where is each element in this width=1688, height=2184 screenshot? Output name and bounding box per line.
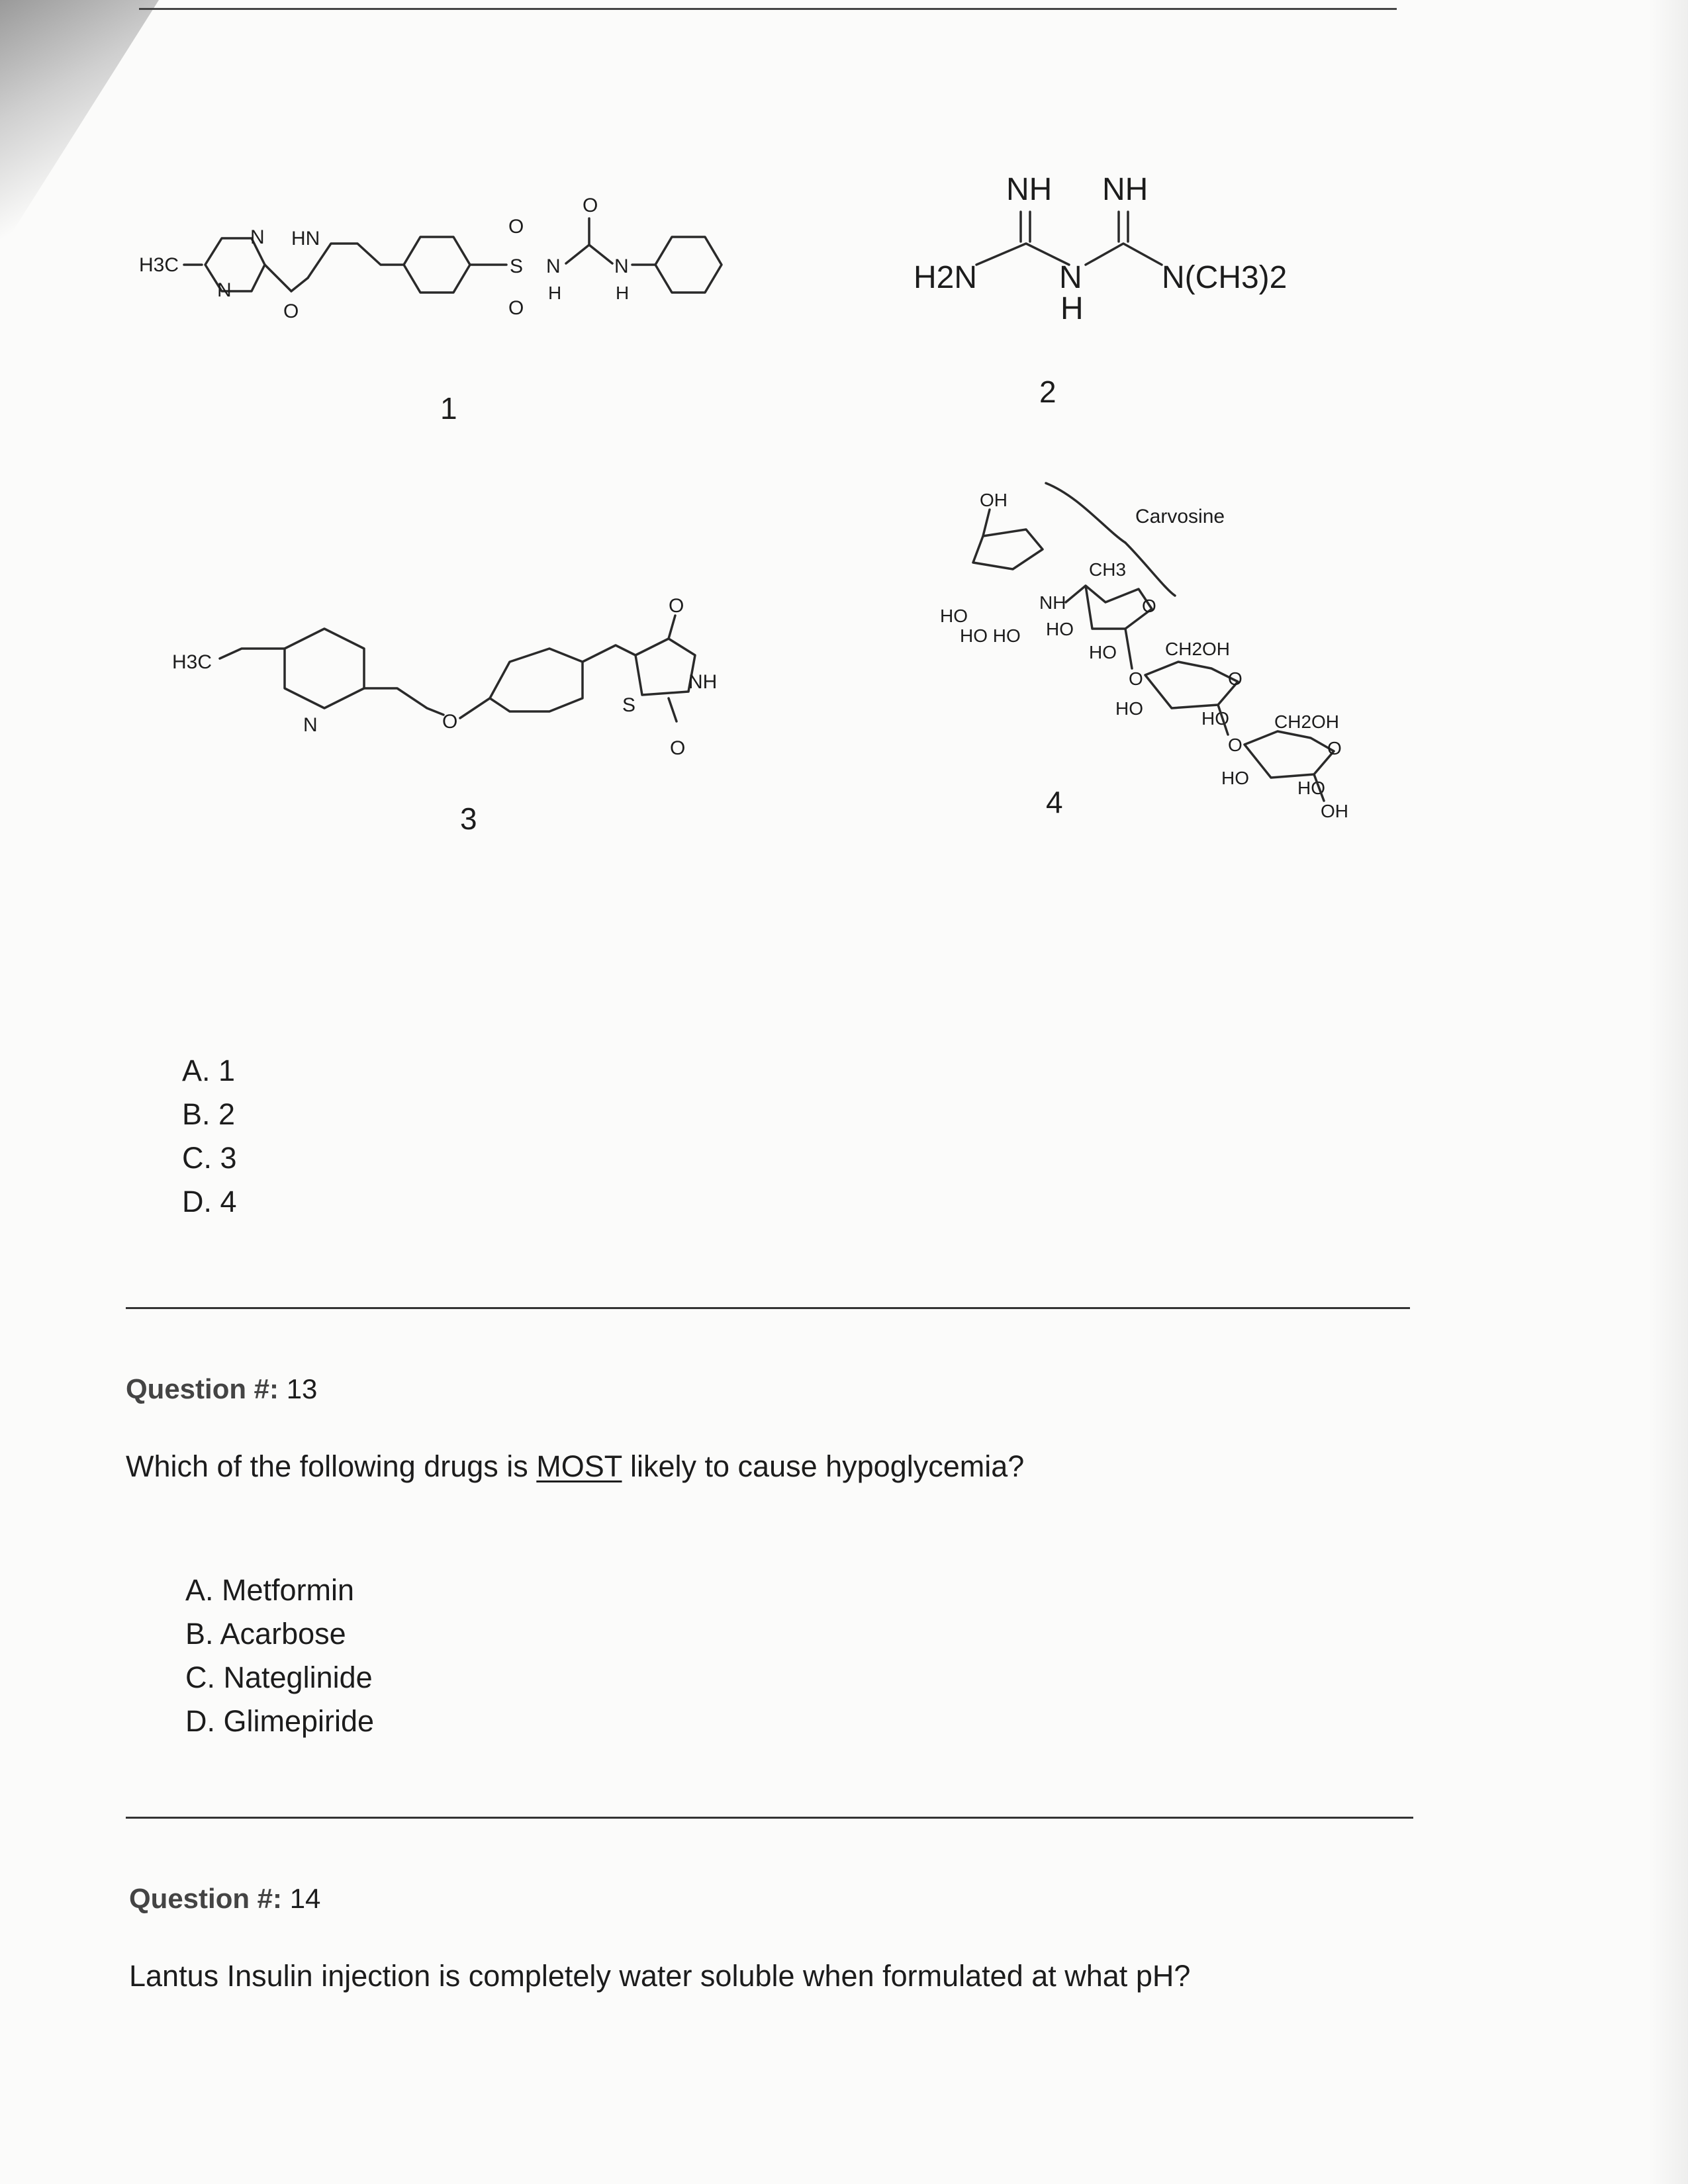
s3-n: N	[303, 714, 318, 736]
s4-ho-3: HO	[1046, 619, 1074, 639]
s4-ho-7: HO	[1221, 768, 1249, 788]
s4-o-ring2: O	[1228, 668, 1243, 689]
q13-answer-list	[185, 1569, 374, 1743]
structure-4-number: 4	[1046, 785, 1063, 819]
s1-n-sulf: N	[546, 255, 561, 277]
s3-o-top: O	[669, 595, 684, 617]
s4-o-link2: O	[1228, 735, 1243, 755]
q13-label-prefix: Question #:	[126, 1373, 279, 1404]
s4-nh: NH	[1039, 592, 1066, 613]
structure-1	[132, 179, 768, 344]
q13-answer-d[interactable]: D. Glimepiride	[185, 1704, 375, 1738]
s4-ho-8: HO	[1297, 778, 1325, 798]
s4-ch2oh-2: CH2OH	[1274, 711, 1340, 732]
q13-answer-c[interactable]: C. Nateglinide	[185, 1661, 373, 1694]
q12-answer-a[interactable]: A. 1	[182, 1054, 236, 1087]
s2-h2n: H2N	[914, 260, 978, 295]
structure-3	[165, 582, 774, 794]
scan-right-shadow	[1648, 0, 1688, 2184]
q13-answer-a[interactable]: A. Metformin	[185, 1573, 355, 1607]
q14-number: 14	[289, 1883, 321, 1914]
q13-label	[126, 1373, 317, 1405]
s4-oh-end: OH	[1321, 801, 1348, 821]
q13-number: 13	[286, 1373, 318, 1404]
s4-o-link1: O	[1129, 668, 1143, 689]
s1-o-up: O	[508, 216, 524, 238]
s1-n-urea: N	[614, 255, 629, 277]
s1-h3c: H3C	[139, 254, 179, 276]
s2-nh-left: NH	[1006, 172, 1053, 207]
s2-n-center: N	[1059, 260, 1082, 295]
s1-n-bottom: N	[217, 279, 232, 301]
s1-o-amide: O	[283, 300, 299, 322]
s4-ch2oh-1: CH2OH	[1165, 639, 1231, 659]
s2-nh-right: NH	[1102, 172, 1149, 207]
s3-o-ether: O	[442, 711, 458, 733]
s4-ho-1: HO	[940, 606, 968, 626]
structure-1-number: 1	[440, 391, 457, 426]
s4-ho-5: HO	[1115, 698, 1143, 719]
s2-h-center: H	[1060, 291, 1084, 326]
q13-text-emphasis: MOST	[536, 1449, 622, 1483]
s1-o-urea: O	[583, 195, 598, 216]
q12-answer-c[interactable]: C. 3	[182, 1141, 237, 1175]
s1-h-urea: H	[616, 283, 630, 303]
q14-label-prefix: Question #:	[129, 1883, 283, 1914]
q14-question-text: Lantus Insulin injection is completely water soluble when formulated at what pH?	[129, 1959, 1191, 1993]
s3-nh: NH	[688, 671, 718, 693]
s3-s: S	[622, 694, 636, 716]
s4-ho-2: HO HO	[960, 625, 1021, 646]
q12-answer-b[interactable]: B. 2	[182, 1097, 236, 1131]
structure-2	[907, 165, 1370, 338]
q12-answer-list	[182, 1049, 237, 1224]
s4-ho-6: HO	[1201, 708, 1229, 729]
q12-answer-d[interactable]: D. 4	[182, 1185, 237, 1218]
s3-h3c: H3C	[172, 651, 212, 673]
s4-ho-4: HO	[1089, 642, 1117, 662]
s4-o-ring3: O	[1327, 738, 1342, 758]
q13-question-text	[126, 1449, 1024, 1484]
structure-4	[927, 470, 1430, 841]
s1-hn: HN	[291, 228, 320, 250]
q13-text-after: likely to cause hypoglycemia?	[622, 1449, 1025, 1483]
s3-o-bottom: O	[670, 737, 686, 759]
q13-text-before: Which of the following drugs is	[126, 1449, 537, 1483]
scan-top-edge	[139, 8, 1397, 10]
s2-n-ch3-2: N(CH3)2	[1162, 260, 1288, 295]
s4-carvosine: Carvosine	[1135, 506, 1225, 527]
structure-2-number: 2	[1039, 375, 1056, 409]
structure-3-number: 3	[460, 801, 477, 836]
s1-n-top: N	[250, 226, 265, 248]
s1-o-down: O	[508, 297, 524, 319]
s4-oh-top: OH	[980, 490, 1008, 510]
divider-q13-q14	[126, 1817, 1413, 1819]
q13-answer-b[interactable]: B. Acarbose	[185, 1617, 346, 1651]
s4-ch3: CH3	[1089, 559, 1127, 580]
divider-q12-q13	[126, 1307, 1410, 1309]
s1-h-sulf: H	[548, 283, 562, 303]
s4-o-ring1: O	[1142, 596, 1156, 616]
q14-label	[129, 1883, 320, 1915]
s1-s: S	[510, 255, 524, 277]
